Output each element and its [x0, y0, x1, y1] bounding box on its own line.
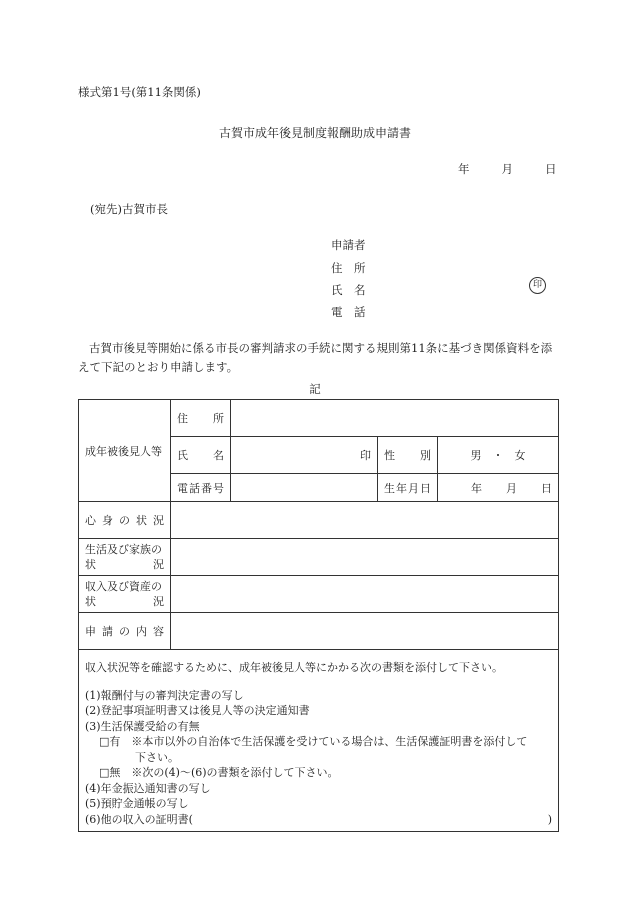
attachment-item-2: (2)登記事項証明書又は後見人等の決定通知書	[85, 704, 310, 717]
ward-phone-label: 電話番号	[171, 474, 231, 502]
attachment-item-1: (1)報酬付与の審判決定書の写し	[85, 688, 244, 702]
life-family-label: 生活及び家族の 状 況	[79, 539, 171, 576]
form-number: 様式第1号(第11条関係)	[78, 85, 201, 99]
application-content-field[interactable]	[171, 613, 559, 650]
income-assets-field[interactable]	[171, 576, 559, 613]
ward-birthdate-label: 生年月日	[378, 474, 438, 502]
attachment-item-3: (3)生活保護受給の有無	[85, 719, 200, 733]
applicant-name-label: 氏 名	[331, 283, 366, 297]
applicant-address-label: 住 所	[331, 261, 366, 275]
ward-address-field[interactable]	[231, 400, 559, 437]
mind-body-label: 心身の状況	[79, 502, 171, 539]
ward-label-cell: 成年被後見人等	[79, 400, 171, 502]
welfare-yes-option[interactable]: □有 ※本市以外の自治体で生活保護を受けている場合は、生活保護証明書を添付して	[99, 735, 528, 748]
birth-month: 月	[506, 481, 518, 495]
life-family-field[interactable]	[171, 539, 559, 576]
attachments-lead: 収入状況等を確認するために、成年被後見人等にかかる次の書類を添付して下さい。	[85, 661, 503, 674]
attachment-item-4: (4)年金振込通知書の写し	[85, 781, 211, 795]
application-table	[78, 399, 559, 832]
mind-body-field[interactable]	[171, 502, 559, 539]
ward-sex-choice[interactable]: 男 ・ 女	[438, 437, 559, 474]
intro-paragraph: 古賀市後見等開始に係る市長の審判請求の手続に関する規則第11条に基づき関係資料を添えて下記のとおり申請します。	[78, 341, 553, 374]
ward-name-field[interactable]	[231, 437, 378, 474]
applicant-seal-mark: 印	[529, 277, 546, 294]
date-line	[458, 161, 557, 177]
applicant-phone-label: 電 話	[331, 305, 366, 319]
attachments-cell	[79, 650, 559, 832]
birth-year: 年	[471, 481, 483, 495]
document-title: 古賀市成年後見制度報酬助成申請書	[218, 126, 411, 140]
attachment-item-5: (5)預貯金通帳の写し	[85, 797, 189, 810]
birth-day: 日	[541, 481, 553, 495]
welfare-no-option[interactable]: □無 ※次の(4)～(6)の書類を添付して下さい。	[99, 766, 339, 779]
other-income-field[interactable]	[193, 812, 548, 828]
ward-seal-mark: 印	[360, 449, 371, 462]
income-assets-label: 収入及び資産の 状 況	[79, 576, 171, 613]
applicant-heading: 申請者	[331, 238, 366, 252]
welfare-yes-continuation: 下さい。	[135, 750, 179, 764]
attachment-item-6: (6)他の収入の証明書( )	[85, 812, 553, 826]
date-year: 年	[458, 162, 470, 176]
ward-address-label: 住 所	[171, 400, 231, 437]
date-day: 日	[545, 162, 557, 176]
ward-phone-field[interactable]	[231, 474, 378, 502]
ward-name-label: 氏 名	[171, 437, 231, 474]
ki-note: 記	[309, 382, 321, 396]
date-month: 月	[501, 162, 513, 176]
ward-birthdate-field[interactable]	[438, 474, 559, 502]
application-content-label: 申請の内容	[79, 613, 171, 650]
addressee: (宛先)古賀市長	[90, 202, 168, 216]
ward-sex-label: 性 別	[378, 437, 438, 474]
